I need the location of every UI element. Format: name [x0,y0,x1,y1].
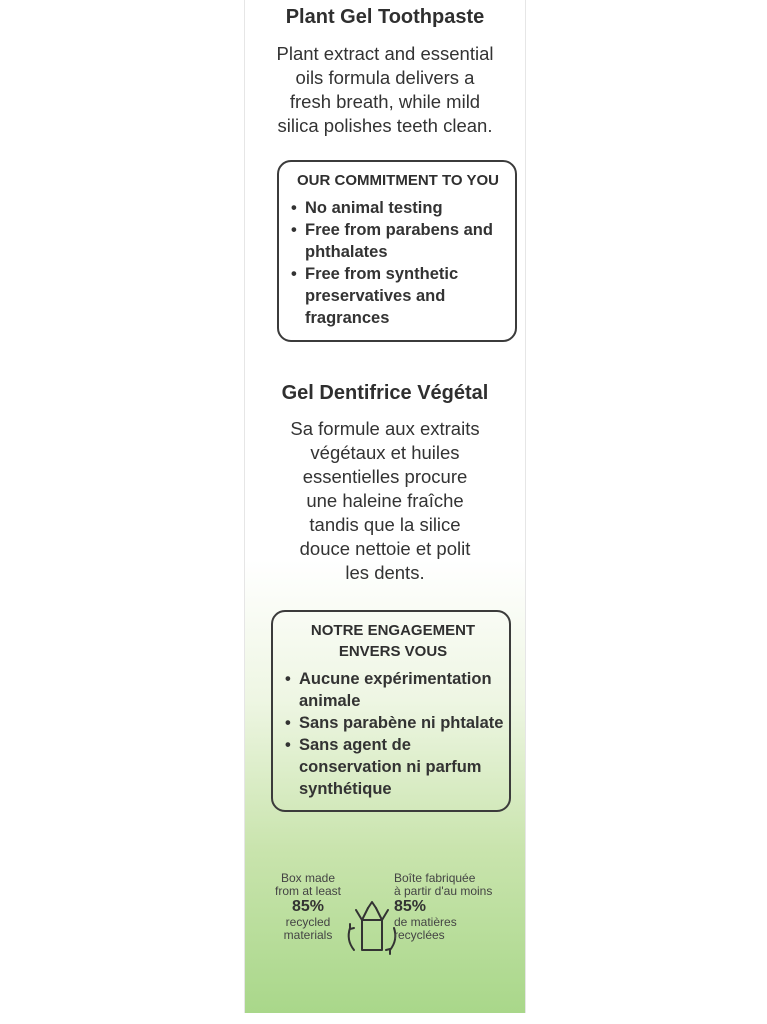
description-line: végétaux et huiles [310,442,460,463]
english-commitment-heading: OUR COMMITMENT TO YOU [297,172,499,189]
english-title: Plant Gel Toothpaste [285,6,485,28]
description-line: silica polishes teeth clean. [277,115,493,136]
french-recycled-percent: 85% [394,898,427,915]
bullet-icon: • [291,199,297,217]
bullet-icon: • [285,670,291,688]
toothpaste-box-side-panel [244,0,526,1013]
recycled-box-icon [342,898,402,960]
english-recycling-note: Box made from at least 85% recycled materials [264,872,352,942]
description-line: fresh breath, while mild [289,91,481,112]
bullet-icon: • [285,714,291,732]
description-line: essentielles procure [302,466,468,487]
english-commitment-box [277,160,517,342]
french-recycling-note: Boîte fabriquée à partir d'au moins 85% de matières recyclées [394,872,512,942]
bullet-icon: • [291,265,297,283]
commitment-item: • No animal testing [291,199,443,217]
commitment-item: • Aucune expérimentation animale [285,670,492,710]
french-title: Gel Dentifrice Végétal [281,382,489,404]
bullet-icon: • [291,221,297,239]
commitment-item: • Free from parabens and phthalates [291,221,493,261]
commitment-item: • Sans agent de conservation ni parfum synthétique [285,736,482,798]
french-commitment-box [271,610,511,812]
description-line: Plant extract and essential [276,43,494,64]
french-description [244,417,526,585]
description-line: les dents. [345,562,425,583]
commitment-item: • Sans parabène ni phtalate [285,714,504,732]
french-commitment-heading: NOTRE ENGAGEMENT ENVERS VOUS [310,622,476,660]
description-line: une haleine fraîche [306,490,464,511]
description-line: Sa formule aux extraits [290,418,480,439]
commitment-item: • Free from synthetic preservatives and fragrances [291,265,459,327]
english-description [244,42,526,138]
description-line: douce nettoie et polit [299,538,471,559]
bullet-icon: • [285,736,291,754]
description-line: oils formula delivers a [295,67,475,88]
english-recycled-percent: 85% [291,898,325,915]
description-line: tandis que la silice [309,514,461,535]
